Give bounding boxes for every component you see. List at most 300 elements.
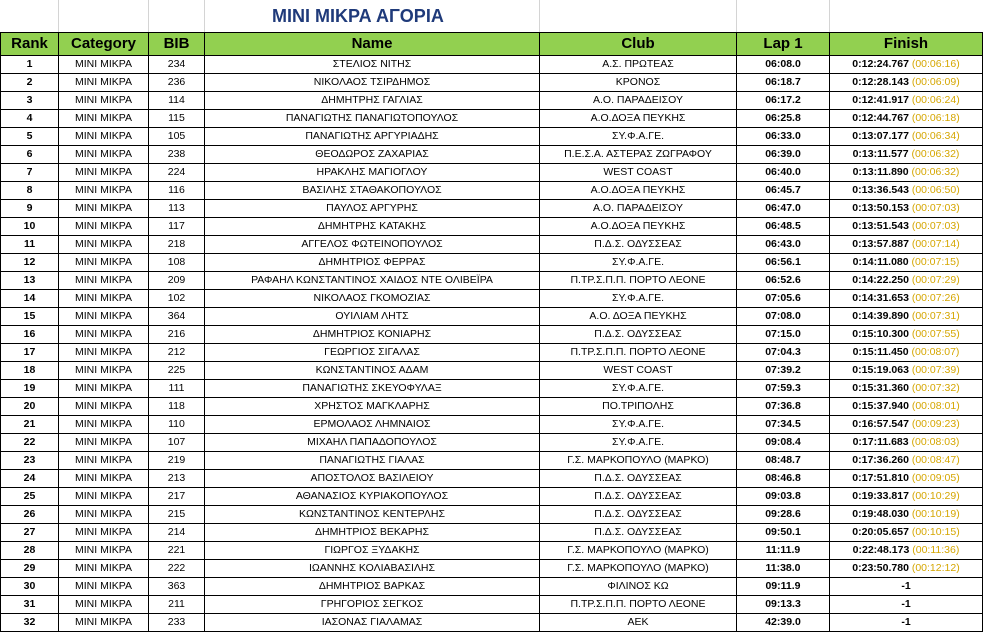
category-cell[interactable]: MINI ΜΙΚΡΑ	[59, 614, 149, 632]
finish-cell[interactable]	[830, 398, 983, 416]
finish-cell[interactable]	[830, 272, 983, 290]
finish-cell[interactable]	[830, 578, 983, 596]
name-cell[interactable]: ΧΡΗΣΤΟΣ ΜΑΓΚΛΑΡΗΣ	[205, 398, 540, 416]
finish-time: 0:17:11.683	[852, 436, 909, 448]
lap1-cell[interactable]: 06:45.7	[737, 182, 830, 200]
lap1-cell[interactable]: 42:39.0	[737, 614, 830, 632]
category-cell[interactable]: MINI ΜΙΚΡΑ	[59, 110, 149, 128]
bib-cell[interactable]: 224	[149, 164, 205, 182]
bib-cell[interactable]: 236	[149, 74, 205, 92]
table-row[interactable]	[1, 74, 983, 92]
name-cell[interactable]: ΘΕΟΔΩΡΟΣ ΖΑΧΑΡΙΑΣ	[205, 146, 540, 164]
results-body	[1, 56, 983, 632]
finish-cell[interactable]	[830, 362, 983, 380]
category-cell[interactable]: MINI ΜΙΚΡΑ	[59, 164, 149, 182]
lap1-cell[interactable]: 09:08.4	[737, 434, 830, 452]
name-cell[interactable]: ΑΓΓΕΛΟΣ ΦΩΤΕΙΝΟΠΟΥΛΟΣ	[205, 236, 540, 254]
category-cell[interactable]: MINI ΜΙΚΡΑ	[59, 434, 149, 452]
club-cell[interactable]: ΣΥ.Φ.Α.ΓΕ.	[540, 416, 737, 434]
finish-time: 0:17:36.260	[852, 454, 909, 466]
finish-time: 0:12:28.143	[852, 76, 909, 88]
bib-cell[interactable]: 117	[149, 218, 205, 236]
club-cell[interactable]: ΑΕΚ	[540, 614, 737, 632]
category-cell[interactable]: MINI ΜΙΚΡΑ	[59, 578, 149, 596]
table-row[interactable]	[1, 200, 983, 218]
category-cell[interactable]: MINI ΜΙΚΡΑ	[59, 56, 149, 74]
rank-cell[interactable]: 1	[1, 56, 59, 74]
rank-cell[interactable]: 22	[1, 434, 59, 452]
rank-cell[interactable]: 30	[1, 578, 59, 596]
table-row[interactable]	[1, 596, 983, 614]
category-cell[interactable]: MINI ΜΙΚΡΑ	[59, 596, 149, 614]
category-cell[interactable]: MINI ΜΙΚΡΑ	[59, 74, 149, 92]
category-cell[interactable]: MINI ΜΙΚΡΑ	[59, 560, 149, 578]
lap1-cell[interactable]: 09:13.3	[737, 596, 830, 614]
club-cell[interactable]: Α.Ο. ΠΑΡΑΔΕΙΣΟΥ	[540, 200, 737, 218]
bib-cell[interactable]: 234	[149, 56, 205, 74]
bib-cell[interactable]: 219	[149, 452, 205, 470]
finish-gap: (00:10:19)	[911, 508, 960, 520]
club-cell[interactable]: Γ.Σ. ΜΑΡΚΟΠΟΥΛΟ (ΜΑΡΚΟ)	[540, 452, 737, 470]
club-cell[interactable]: Α.Ο.ΔΟΞΑ ΠΕΥΚΗΣ	[540, 218, 737, 236]
rank-cell[interactable]: 9	[1, 200, 59, 218]
club-cell[interactable]: Π.Δ.Σ. ΟΔΥΣΣΕΑΣ	[540, 470, 737, 488]
bib-cell[interactable]: 111	[149, 380, 205, 398]
name-cell[interactable]: ΓΙΩΡΓΟΣ ΞΥΔΑΚΗΣ	[205, 542, 540, 560]
name-cell[interactable]: ΔΗΜΗΤΡΙΟΣ ΒΕΚΑΡΗΣ	[205, 524, 540, 542]
name-cell[interactable]: ΝΙΚΟΛΑΟΣ ΤΣΙΡΔΗΜΟΣ	[205, 74, 540, 92]
category-cell[interactable]: MINI ΜΙΚΡΑ	[59, 236, 149, 254]
bib-cell[interactable]: 108	[149, 254, 205, 272]
category-cell[interactable]: MINI ΜΙΚΡΑ	[59, 200, 149, 218]
club-cell[interactable]: Α.Σ. ΠΡΩΤΕΑΣ	[540, 56, 737, 74]
bib-cell[interactable]: 364	[149, 308, 205, 326]
rank-cell[interactable]: 7	[1, 164, 59, 182]
finish-time: 0:13:50.153	[852, 202, 909, 214]
lap1-cell[interactable]: 08:48.7	[737, 452, 830, 470]
lap1-cell[interactable]: 06:39.0	[737, 146, 830, 164]
table-row[interactable]	[1, 128, 983, 146]
lap1-cell[interactable]: 07:36.8	[737, 398, 830, 416]
category-cell[interactable]: MINI ΜΙΚΡΑ	[59, 362, 149, 380]
rank-cell[interactable]: 4	[1, 110, 59, 128]
club-cell[interactable]: Γ.Σ. ΜΑΡΚΟΠΟΥΛΟ (ΜΑΡΚΟ)	[540, 542, 737, 560]
lap1-cell[interactable]: 09:28.6	[737, 506, 830, 524]
table-row[interactable]	[1, 326, 983, 344]
lap1-cell[interactable]: 06:08.0	[737, 56, 830, 74]
table-row[interactable]	[1, 182, 983, 200]
finish-gap: (00:06:18)	[911, 112, 960, 124]
category-cell[interactable]: MINI ΜΙΚΡΑ	[59, 344, 149, 362]
club-cell[interactable]: ΠΟ.ΤΡΙΠΟΛΗΣ	[540, 398, 737, 416]
club-cell[interactable]: ΦΙΛΙΝΟΣ ΚΩ	[540, 578, 737, 596]
name-cell[interactable]: ΡΑΦΑΗΛ ΚΩΝΣΤΑΝΤΙΝΟΣ ΧΑΙΔΟΣ ΝΤΕ ΟΛΙΒΕΪΡΑ	[205, 272, 540, 290]
rank-cell[interactable]: 5	[1, 128, 59, 146]
finish-gap: (00:12:12)	[911, 562, 960, 574]
finish-time: 0:13:51.543	[852, 220, 909, 232]
name-cell[interactable]: ΙΑΣΟΝΑΣ ΓΙΑΛΑΜΑΣ	[205, 614, 540, 632]
rank-cell[interactable]: 26	[1, 506, 59, 524]
lap1-cell[interactable]: 06:40.0	[737, 164, 830, 182]
bib-cell[interactable]: 118	[149, 398, 205, 416]
club-cell[interactable]: Γ.Σ. ΜΑΡΚΟΠΟΥΛΟ (ΜΑΡΚΟ)	[540, 560, 737, 578]
bib-cell[interactable]: 212	[149, 344, 205, 362]
name-cell[interactable]: ΔΗΜΗΤΡΙΟΣ ΒΑΡΚΑΣ	[205, 578, 540, 596]
table-row[interactable]	[1, 236, 983, 254]
bib-cell[interactable]: 102	[149, 290, 205, 308]
table-row[interactable]	[1, 560, 983, 578]
finish-cell[interactable]	[830, 56, 983, 74]
header-lap1[interactable]: Lap 1	[737, 33, 830, 56]
club-cell[interactable]: Π.Ε.Σ.Α. ΑΣΤΕΡΑΣ ΖΩΓΡΑΦΟΥ	[540, 146, 737, 164]
club-cell[interactable]: Α.Ο. ΔΟΞΑ ΠΕΥΚΗΣ	[540, 308, 737, 326]
lap1-cell[interactable]: 06:25.8	[737, 110, 830, 128]
club-cell[interactable]: Π.Δ.Σ. ΟΔΥΣΣΕΑΣ	[540, 524, 737, 542]
category-cell[interactable]: MINI ΜΙΚΡΑ	[59, 272, 149, 290]
finish-cell[interactable]	[830, 452, 983, 470]
bib-cell[interactable]: 217	[149, 488, 205, 506]
category-cell[interactable]: MINI ΜΙΚΡΑ	[59, 506, 149, 524]
rank-cell[interactable]: 2	[1, 74, 59, 92]
club-cell[interactable]: WEST COAST	[540, 362, 737, 380]
lap1-cell[interactable]: 09:50.1	[737, 524, 830, 542]
finish-cell[interactable]	[830, 182, 983, 200]
name-cell[interactable]: ΓΡΗΓΟΡΙΟΣ ΣΕΓΚΟΣ	[205, 596, 540, 614]
lap1-cell[interactable]: 07:04.3	[737, 344, 830, 362]
bib-cell[interactable]: 113	[149, 200, 205, 218]
bib-cell[interactable]: 110	[149, 416, 205, 434]
finish-gap: (00:06:09)	[911, 76, 960, 88]
rank-cell[interactable]: 11	[1, 236, 59, 254]
bib-cell[interactable]: 216	[149, 326, 205, 344]
category-cell[interactable]: MINI ΜΙΚΡΑ	[59, 416, 149, 434]
bib-cell[interactable]: 225	[149, 362, 205, 380]
finish-cell[interactable]	[830, 110, 983, 128]
category-cell[interactable]: MINI ΜΙΚΡΑ	[59, 380, 149, 398]
table-row[interactable]	[1, 56, 983, 74]
finish-cell[interactable]	[830, 542, 983, 560]
finish-gap: (00:07:39)	[911, 364, 960, 376]
rank-cell[interactable]: 6	[1, 146, 59, 164]
name-cell[interactable]: ΑΠΟΣΤΟΛΟΣ ΒΑΣΙΛΕΙΟΥ	[205, 470, 540, 488]
rank-cell[interactable]: 12	[1, 254, 59, 272]
rank-cell[interactable]: 20	[1, 398, 59, 416]
name-cell[interactable]: ΗΡΑΚΛΗΣ ΜΑΓΙΟΓΛΟΥ	[205, 164, 540, 182]
name-cell[interactable]: ΑΘΑΝΑΣΙΟΣ ΚΥΡΙΑΚΟΠΟΥΛΟΣ	[205, 488, 540, 506]
table-row[interactable]	[1, 398, 983, 416]
lap1-cell[interactable]: 06:17.2	[737, 92, 830, 110]
table-row[interactable]	[1, 146, 983, 164]
finish-cell[interactable]	[830, 416, 983, 434]
table-row[interactable]	[1, 272, 983, 290]
club-cell[interactable]: Α.Ο. ΠΑΡΑΔΕΙΣΟΥ	[540, 92, 737, 110]
bib-cell[interactable]: 116	[149, 182, 205, 200]
club-cell[interactable]: Α.Ο.ΔΟΞΑ ΠΕΥΚΗΣ	[540, 110, 737, 128]
name-cell[interactable]: ΔΗΜΗΤΡΙΟΣ ΚΟΝΙΑΡΗΣ	[205, 326, 540, 344]
name-cell[interactable]: ΚΩΝΣΤΑΝΤΙΝΟΣ ΑΔΑΜ	[205, 362, 540, 380]
table-row[interactable]	[1, 92, 983, 110]
table-row[interactable]	[1, 164, 983, 182]
category-cell[interactable]: MINI ΜΙΚΡΑ	[59, 452, 149, 470]
club-cell[interactable]: Π.Δ.Σ. ΟΔΥΣΣΕΑΣ	[540, 236, 737, 254]
name-cell[interactable]: ΝΙΚΟΛΑΟΣ ΓΚΟΜΟΖΙΑΣ	[205, 290, 540, 308]
table-row[interactable]	[1, 344, 983, 362]
rank-cell[interactable]: 32	[1, 614, 59, 632]
club-cell[interactable]: ΣΥ.Φ.Α.ΓΕ.	[540, 434, 737, 452]
finish-time: 0:12:41.917	[852, 94, 909, 106]
finish-cell[interactable]	[830, 326, 983, 344]
club-cell[interactable]: Π.Δ.Σ. ΟΔΥΣΣΕΑΣ	[540, 326, 737, 344]
lap1-cell[interactable]: 11:11.9	[737, 542, 830, 560]
header-category[interactable]: Category	[59, 33, 149, 56]
rank-cell[interactable]: 3	[1, 92, 59, 110]
finish-time: 0:22:48.173	[852, 544, 910, 556]
rank-cell[interactable]: 17	[1, 344, 59, 362]
table-row[interactable]	[1, 218, 983, 236]
category-cell[interactable]: MINI ΜΙΚΡΑ	[59, 182, 149, 200]
category-cell[interactable]: MINI ΜΙΚΡΑ	[59, 218, 149, 236]
header-finish[interactable]: Finish	[830, 33, 983, 56]
bib-cell[interactable]: 209	[149, 272, 205, 290]
bib-cell[interactable]: 115	[149, 110, 205, 128]
rank-cell[interactable]: 28	[1, 542, 59, 560]
name-cell[interactable]: ΒΑΣΙΛΗΣ ΣΤΑΘΑΚΟΠΟΥΛΟΣ	[205, 182, 540, 200]
finish-gap: (00:11:36)	[912, 544, 960, 556]
category-cell[interactable]: MINI ΜΙΚΡΑ	[59, 254, 149, 272]
finish-cell[interactable]	[830, 74, 983, 92]
name-cell[interactable]: ΠΑΝΑΓΙΩΤΗΣ ΠΑΝΑΓΙΩΤΟΠΟΥΛΟΣ	[205, 110, 540, 128]
finish-time: 0:15:10.300	[852, 328, 909, 340]
lap1-cell[interactable]: 06:47.0	[737, 200, 830, 218]
rank-cell[interactable]: 31	[1, 596, 59, 614]
bib-cell[interactable]: 105	[149, 128, 205, 146]
rank-cell[interactable]: 25	[1, 488, 59, 506]
name-cell[interactable]: ΓΕΩΡΓΙΟΣ ΣΙΓΑΛΑΣ	[205, 344, 540, 362]
name-cell[interactable]: ΔΗΜΗΤΡΗΣ ΚΑΤΑΚΗΣ	[205, 218, 540, 236]
club-cell[interactable]: ΣΥ.Φ.Α.ΓΕ.	[540, 254, 737, 272]
lap1-cell[interactable]: 06:33.0	[737, 128, 830, 146]
finish-cell[interactable]	[830, 614, 983, 632]
lap1-cell[interactable]: 07:34.5	[737, 416, 830, 434]
lap1-cell[interactable]: 06:43.0	[737, 236, 830, 254]
rank-cell[interactable]: 10	[1, 218, 59, 236]
name-cell[interactable]: ΔΗΜΗΤΡΗΣ ΓΑΓΛΙΑΣ	[205, 92, 540, 110]
bib-cell[interactable]: 114	[149, 92, 205, 110]
club-cell[interactable]: Α.Ο.ΔΟΞΑ ΠΕΥΚΗΣ	[540, 182, 737, 200]
club-cell[interactable]: ΣΥ.Φ.Α.ΓΕ.	[540, 380, 737, 398]
table-row[interactable]	[1, 452, 983, 470]
name-cell[interactable]: ΟΥΙΛΙΑΜ ΛΗΤΣ	[205, 308, 540, 326]
name-cell[interactable]: ΠΑΥΛΟΣ ΑΡΓΥΡΗΣ	[205, 200, 540, 218]
lap1-cell[interactable]: 07:59.3	[737, 380, 830, 398]
bib-cell[interactable]: 222	[149, 560, 205, 578]
finish-time: 0:15:37.940	[852, 400, 909, 412]
lap1-cell[interactable]: 07:08.0	[737, 308, 830, 326]
results-table	[0, 32, 983, 632]
header-club[interactable]: Club	[540, 33, 737, 56]
bib-cell[interactable]: 363	[149, 578, 205, 596]
table-row[interactable]	[1, 110, 983, 128]
lap1-cell[interactable]: 06:52.6	[737, 272, 830, 290]
finish-cell[interactable]	[830, 200, 983, 218]
category-cell[interactable]: MINI ΜΙΚΡΑ	[59, 308, 149, 326]
rank-cell[interactable]: 21	[1, 416, 59, 434]
gridline	[539, 0, 540, 32]
name-cell[interactable]: ΣΤΕΛΙΟΣ ΝΙΤΗΣ	[205, 56, 540, 74]
finish-cell[interactable]	[830, 488, 983, 506]
finish-cell[interactable]	[830, 290, 983, 308]
lap1-cell[interactable]: 06:18.7	[737, 74, 830, 92]
finish-time: 0:14:39.890	[852, 310, 909, 322]
rank-cell[interactable]: 8	[1, 182, 59, 200]
bib-cell[interactable]: 213	[149, 470, 205, 488]
club-cell[interactable]: Π.ΤΡ.Σ.Π.Π. ΠΟΡΤΟ ΛΕΟΝΕ	[540, 272, 737, 290]
finish-cell[interactable]	[830, 92, 983, 110]
finish-gap: (00:08:03)	[911, 436, 960, 448]
bib-cell[interactable]: 238	[149, 146, 205, 164]
finish-cell[interactable]	[830, 380, 983, 398]
finish-cell[interactable]	[830, 128, 983, 146]
category-cell[interactable]: MINI ΜΙΚΡΑ	[59, 128, 149, 146]
rank-cell[interactable]: 27	[1, 524, 59, 542]
finish-cell[interactable]	[830, 146, 983, 164]
table-row[interactable]	[1, 416, 983, 434]
category-cell[interactable]: MINI ΜΙΚΡΑ	[59, 542, 149, 560]
finish-cell[interactable]	[830, 524, 983, 542]
finish-gap: (00:06:16)	[911, 58, 960, 70]
bib-cell[interactable]: 211	[149, 596, 205, 614]
finish-time: 0:17:51.810	[852, 472, 909, 484]
table-row[interactable]	[1, 380, 983, 398]
category-cell[interactable]: MINI ΜΙΚΡΑ	[59, 470, 149, 488]
lap1-cell[interactable]: 09:03.8	[737, 488, 830, 506]
finish-cell[interactable]	[830, 236, 983, 254]
finish-cell[interactable]	[830, 344, 983, 362]
category-cell[interactable]: MINI ΜΙΚΡΑ	[59, 326, 149, 344]
table-row[interactable]	[1, 578, 983, 596]
rank-cell[interactable]: 13	[1, 272, 59, 290]
table-row[interactable]	[1, 614, 983, 632]
rank-cell[interactable]: 18	[1, 362, 59, 380]
name-cell[interactable]: ΔΗΜΗΤΡΙΟΣ ΦΕΡΡΑΣ	[205, 254, 540, 272]
finish-cell[interactable]	[830, 254, 983, 272]
club-cell[interactable]: Π.ΤΡ.Σ.Π.Π. ΠΟΡΤΟ ΛΕΟΝΕ	[540, 596, 737, 614]
header-rank[interactable]: Rank	[1, 33, 59, 56]
table-row[interactable]	[1, 488, 983, 506]
name-cell[interactable]: ΠΑΝΑΓΙΩΤΗΣ ΑΡΓΥΡΙΑΔΗΣ	[205, 128, 540, 146]
finish-cell[interactable]	[830, 560, 983, 578]
club-cell[interactable]: ΣΥ.Φ.Α.ΓΕ.	[540, 290, 737, 308]
finish-time: 0:12:44.767	[852, 112, 909, 124]
name-cell[interactable]: ΚΩΝΣΤΑΝΤΙΝΟΣ ΚΕΝΤΕΡΛΗΣ	[205, 506, 540, 524]
category-cell[interactable]: MINI ΜΙΚΡΑ	[59, 290, 149, 308]
club-cell[interactable]: Π.Δ.Σ. ΟΔΥΣΣΕΑΣ	[540, 488, 737, 506]
table-row[interactable]	[1, 290, 983, 308]
club-cell[interactable]: ΚΡΟΝΟΣ	[540, 74, 737, 92]
finish-cell[interactable]	[830, 218, 983, 236]
category-cell[interactable]: MINI ΜΙΚΡΑ	[59, 524, 149, 542]
table-row[interactable]	[1, 308, 983, 326]
club-cell[interactable]: Π.Δ.Σ. ΟΔΥΣΣΕΑΣ	[540, 506, 737, 524]
header-bib[interactable]: BIB	[149, 33, 205, 56]
bib-cell[interactable]: 221	[149, 542, 205, 560]
name-cell[interactable]: ΕΡΜΟΛΑΟΣ ΛΗΜΝΑΙΟΣ	[205, 416, 540, 434]
finish-time: 0:15:11.450	[852, 346, 909, 358]
category-cell[interactable]: MINI ΜΙΚΡΑ	[59, 92, 149, 110]
finish-time: 0:16:57.547	[852, 418, 909, 430]
lap1-cell[interactable]: 11:38.0	[737, 560, 830, 578]
rank-cell[interactable]: 16	[1, 326, 59, 344]
finish-cell[interactable]	[830, 470, 983, 488]
finish-cell[interactable]	[830, 308, 983, 326]
finish-cell[interactable]	[830, 596, 983, 614]
lap1-cell[interactable]: 09:11.9	[737, 578, 830, 596]
lap1-cell[interactable]: 07:15.0	[737, 326, 830, 344]
rank-cell[interactable]: 15	[1, 308, 59, 326]
finish-gap: (00:06:32)	[911, 148, 960, 160]
finish-gap: (00:07:55)	[911, 328, 960, 340]
lap1-cell[interactable]: 08:46.8	[737, 470, 830, 488]
finish-gap: (00:08:01)	[911, 400, 960, 412]
table-row[interactable]	[1, 362, 983, 380]
bib-cell[interactable]: 218	[149, 236, 205, 254]
bib-cell[interactable]: 233	[149, 614, 205, 632]
table-row[interactable]	[1, 470, 983, 488]
table-row[interactable]	[1, 506, 983, 524]
finish-time: 0:14:31.653	[852, 292, 909, 304]
name-cell[interactable]: ΠΑΝΑΓΙΩΤΗΣ ΣΚΕΥΟΦΥΛΑΞ	[205, 380, 540, 398]
lap1-cell[interactable]: 07:05.6	[737, 290, 830, 308]
finish-time: 0:19:48.030	[852, 508, 909, 520]
bib-cell[interactable]: 215	[149, 506, 205, 524]
finish-gap: (00:07:03)	[911, 220, 960, 232]
table-row[interactable]	[1, 254, 983, 272]
rank-cell[interactable]: 29	[1, 560, 59, 578]
finish-gap: (00:06:24)	[911, 94, 960, 106]
club-cell[interactable]: Π.ΤΡ.Σ.Π.Π. ΠΟΡΤΟ ΛΕΟΝΕ	[540, 344, 737, 362]
finish-time: 0:14:11.080	[852, 256, 909, 268]
lap1-cell[interactable]: 06:56.1	[737, 254, 830, 272]
finish-cell[interactable]	[830, 506, 983, 524]
rank-cell[interactable]: 14	[1, 290, 59, 308]
header-row	[1, 33, 983, 56]
table-row[interactable]	[1, 434, 983, 452]
lap1-cell[interactable]: 07:39.2	[737, 362, 830, 380]
rank-cell[interactable]: 19	[1, 380, 59, 398]
category-cell[interactable]: MINI ΜΙΚΡΑ	[59, 146, 149, 164]
finish-cell[interactable]	[830, 164, 983, 182]
name-cell[interactable]: ΙΩΑΝΝΗΣ ΚΟΛΙΑΒΑΣΙΛΗΣ	[205, 560, 540, 578]
lap1-cell[interactable]: 06:48.5	[737, 218, 830, 236]
finish-time: 0:19:33.817	[852, 490, 909, 502]
finish-time: 0:15:19.063	[852, 364, 909, 376]
category-cell[interactable]: MINI ΜΙΚΡΑ	[59, 398, 149, 416]
table-row[interactable]	[1, 542, 983, 560]
header-name[interactable]: Name	[205, 33, 540, 56]
club-cell[interactable]: ΣΥ.Φ.Α.ΓΕ.	[540, 128, 737, 146]
gridline	[736, 0, 737, 32]
rank-cell[interactable]: 23	[1, 452, 59, 470]
name-cell[interactable]: ΜΙΧΑΗΛ ΠΑΠΑΔΟΠΟΥΛΟΣ	[205, 434, 540, 452]
name-cell[interactable]: ΠΑΝΑΓΙΩΤΗΣ ΓΙΑΛΑΣ	[205, 452, 540, 470]
category-cell[interactable]: MINI ΜΙΚΡΑ	[59, 488, 149, 506]
finish-cell[interactable]	[830, 434, 983, 452]
bib-cell[interactable]: 107	[149, 434, 205, 452]
table-row[interactable]	[1, 524, 983, 542]
club-cell[interactable]: WEST COAST	[540, 164, 737, 182]
bib-cell[interactable]: 214	[149, 524, 205, 542]
rank-cell[interactable]: 24	[1, 470, 59, 488]
